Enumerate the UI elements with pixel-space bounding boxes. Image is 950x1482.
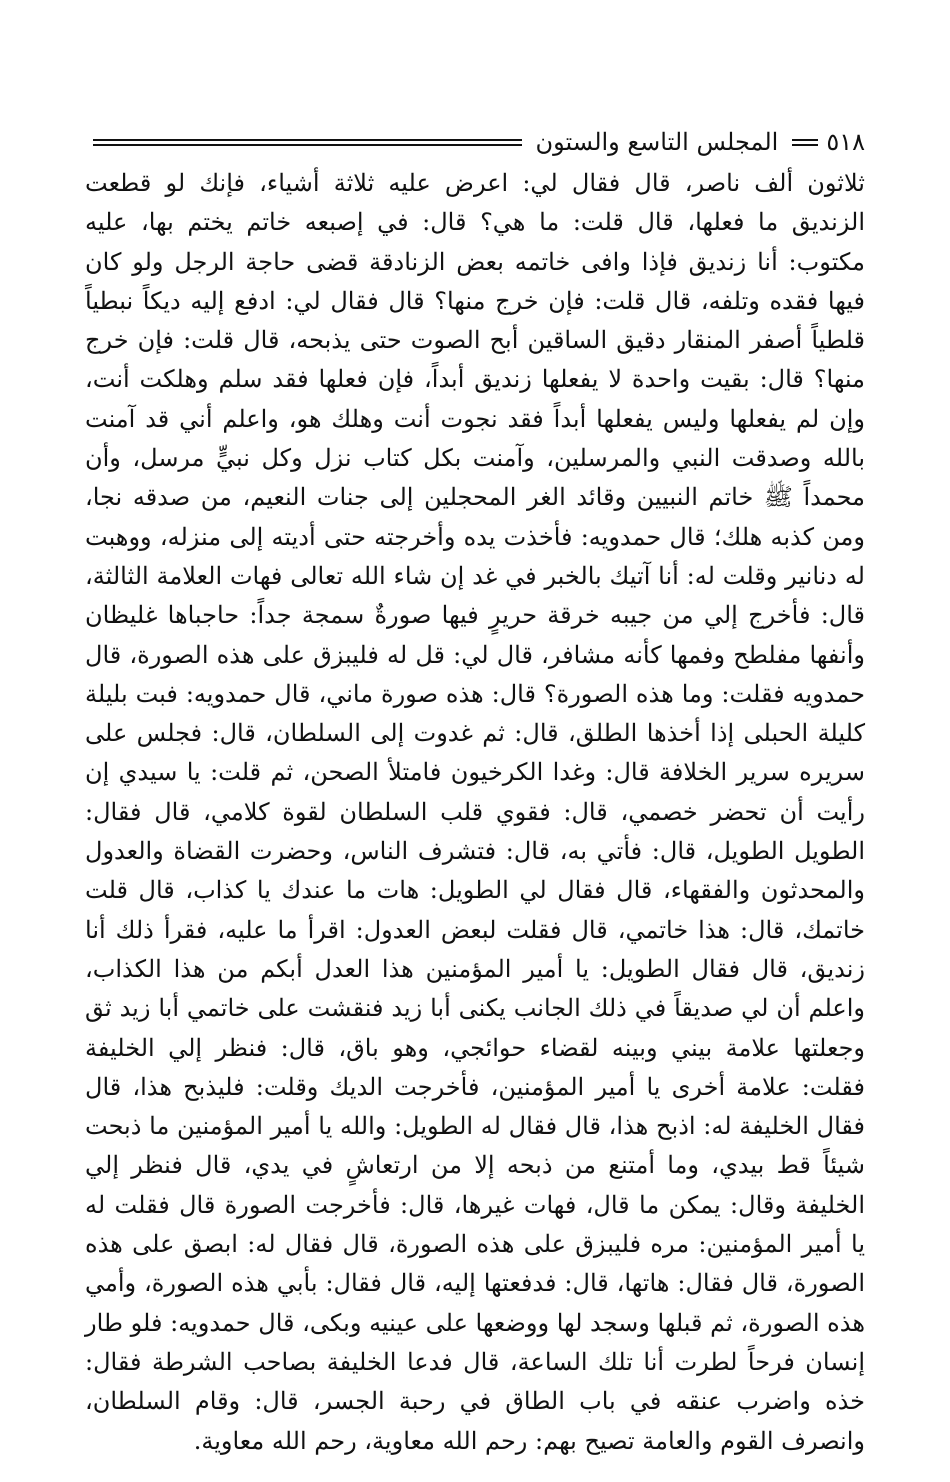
page-number: ٥١٨ (826, 128, 865, 156)
page (85, 120, 865, 1461)
header-rule-left (93, 139, 522, 146)
page-header (85, 120, 865, 164)
header-rule-right (792, 139, 818, 146)
running-title: المجلس التاسع والستون (535, 128, 779, 156)
body-text (85, 164, 865, 1461)
body-paragraph: ثلاثون ألف ناصر، قال فقال لي: اعرض عليه ثلاثة أشياء، فإنك لو قطعت الزنديق ما فعلها، قال قلت: ما هي؟ قال: في إصبعه خاتم يختم بها، عليه مكتوب: أنا زنديق فإذا وافى خاتمه بعض الزنادقة قضى حاجة الرجل ولو كان فيها فقده وتلفه، قال قلت: فإن خرج منها؟ قال فقال لي: ادفع إليه ديكاً نبطياً قلطياً أصفر المنقار دقيق الساقين أبح الصوت حتى يذبحه، قال قلت: فإن خرج منها؟ قال: بقيت واحدة لا يفعلها زنديق أبداً، فإن فعلها فقد سلم وهلكت أنت، وإن لم يفعلها وليس يفعلها أبداً فقد نجوت أنت وهلك هو، واعلم أني قد آمنت بالله وصدقت النبي والمرسلين، وآمنت بكل كتاب نزل وكل نبيٍّ مرسل، وأن محمداً ﷺ خاتم النبيين وقائد الغر المحجلين إلى جنات النعيم، من صدقه نجا، ومن كذبه هلك؛ قال حمدويه: فأخذت يده وأخرجته حتى أديته إلى منزله، ووهبت له دنانير وقلت له: أنا آتيك بالخبر في غد إن شاء الله تعالى فهات العلامة الثالثة، قال: فأخرج إلي من جيبه خرقة حريرٍ فيها صورةٌ سمجة جداً: حاجباها غليظان وأنفها مفلطح وفمها كأنه مشافر، قال لي: قل له فليبزق على هذه الصورة، قال حمدويه فقلت: وما هذه الصورة؟ قال: هذه صورة ماني، قال حمدويه: فبت بليلة كليلة الحبلى إذا أخذها الطلق، قال: ثم غدوت إلى السلطان، قال: فجلس على سريره سرير الخلافة قال: وغدا الكرخيون فامتلأ الصحن، ثم قلت: يا سيدي إن رأيت أن تحضر خصمي، قال: فقوي قلب السلطان لقوة كلامي، قال فقال: الطويل الطويل، قال: فأتي به، قال: فتشرف الناس، وحضرت القضاة والعدول والمحدثون والفقهاء، قال فقال لي الطويل: هات ما عندك يا كذاب، قال قلت خاتمك، قال: هذا خاتمي، قال فقلت لبعض العدول: اقرأ ما عليه، فقرأ ذلك أنا زنديق، قال فقال الطويل: يا أمير المؤمنين هذا العدل أبكم من هذا الكذاب، واعلم أن لي صديقاً في ذلك الجانب يكنى أبا زيد فنقشت على خاتمي أبا زيد ثق وجعلتها علامة بيني وبينه لقضاء حوائجي، وهو باق، قال: فنظر إلي الخليفة فقلت: علامة أخرى يا أمير المؤمنين، فأخرجت الديك وقلت: فليذبح هذا، قال فقال الخليفة له: اذبح هذا، قال فقال له الطويل: والله يا أمير المؤمنين ما ذبحت شيئاً قط بيدي، وما أمتنع من ذبحه إلا من ارتعاشٍ في يدي، قال فنظر إلي الخليفة وقال: يمكن ما قال، فهات غيرها، قال: فأخرجت الصورة قال فقلت له يا أمير المؤمنين: مره فليبزق على هذه الصورة، قال فقال له: ابصق على هذه الصورة، قال فقال: هاتها، قال: فدفعتها إليه، قال فقال: بأبي هذه الصورة، وأمي هذه الصورة، ثم قبلها وسجد لها ووضعها على عينيه وبكى، قال حمدويه: فلو طار إنسان فرحاً لطرت أنا تلك الساعة، قال فدعا الخليفة بصاحب الشرطة فقال: خذه واضرب عنقه في باب الطاق في رحبة الجسر، قال: وقام السلطان، وانصرف القوم والعامة تصيح بهم: رحم الله معاوية، رحم الله معاوية. (85, 169, 866, 1455)
